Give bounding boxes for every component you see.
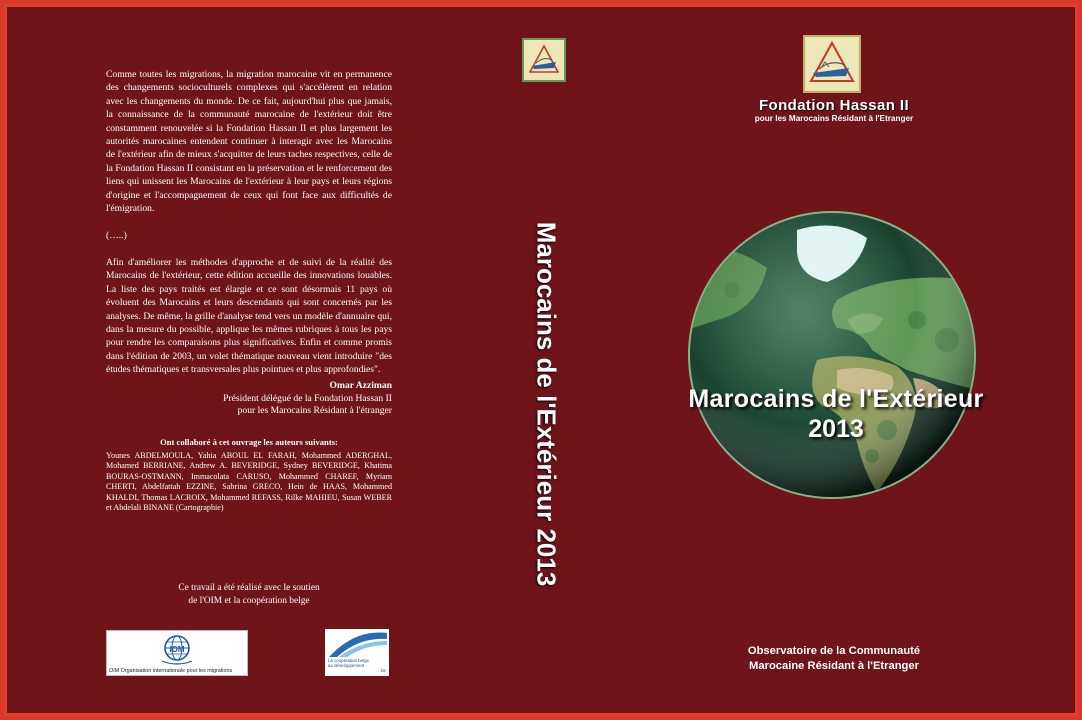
belgian-cooperation-logo-icon [325, 629, 389, 676]
observatory-name [704, 644, 964, 674]
belgian-caption-line2: au développement [328, 663, 365, 668]
spine-title: Marocains de l'Extérieur 2013 [531, 221, 562, 587]
belgian-caption-line3: .be [379, 668, 386, 673]
signatory-role-line1: Président délégué de la Fondation Hassan II [223, 392, 392, 404]
spine-foundation-emblem-icon [522, 38, 566, 82]
oim-logo-icon [106, 630, 248, 676]
foundation-emblem-icon [803, 35, 861, 93]
signatory-name: Omar Azziman [329, 380, 392, 391]
oim-caption: OIM Organisation internationale pour les migrations [109, 668, 233, 674]
main-title-year: 2013 [808, 415, 864, 443]
main-title-line1: Marocains de l'Extérieur [688, 385, 984, 413]
intro-paragraph: Comme toutes les migrations, la migration marocaine vit en permanence des changements socioculturels complexes qui s'accélèrent en relation avec les changements du monde. De ce fait, aujourd'hui plus que jamais, la connaissance de la communauté marocaine de l'extérieur doit être constamment renouvelée si la Fondation Hassan II et plus largement les autorités marocaines entendent continuer à interagir avec les Marocains de l'extérieur afin de mieux s'acquitter de leurs taches respectives, celle de la Fondation Hassan II consistant en la préservation et le renforcement des liens qui unissent les Marocains de l'extérieur à leur pays et leurs régions d'origine et l'accompagnement de ceux qui font face aux difficultés de l'émigration. [106, 69, 392, 215]
main-title [644, 384, 1028, 444]
observatory-line2: Marocaine Résidant à l'Etranger [749, 660, 919, 672]
observatory-line1: Observatoire de la Communauté [747, 645, 921, 657]
book-cover [4, 4, 1078, 716]
second-paragraph: Afin d'améliorer les méthodes d'approche et de suivi de la réalité des Marocains de l'extérieur, cette édition accueille des innovations louables. La liste des pays traités est élargie et ce sont désormais 11 pays où évoluent des Marocains et leurs descendants qui sont concernés par les analyses. De même, la grille d'analyse tend vers un modèle d'annuaire qui, dans la mesure du possible, applique les mêmes rubriques à tous les pays pour rendre les comparaisons plus significatives. Enfin et comme promis dans l'édition de 2003, un volet thématique nouveau vient introduire "des études thématiques et transversales plus pointues et plus approfondies". [106, 257, 392, 376]
contributors-list: Younes ABDELMOULA, Yahia ABOUL EL FARAH, Mohammed ADERGHAL, Mohamed BERRIANE, Andrew A. BEVERIDGE, Sydney BEVERIDGE, Khatima BOURAS-OSTMANN, Immacolata CARUSO, Mohammed CHAREF, Myriam CHERTI, Abdelfattah EZZINE, Sabrina GRECO, Hein de HAAS, Mohammed KHALDI, Thomas LACROIX, Mohammed REFASS, Rilke MAHIEU, Susan WEBER et Abdelali BINANE (Cartographie) [106, 451, 392, 513]
foundation-subtitle: pour les Marocains Résidant à l'Etranger [754, 114, 914, 123]
signature [154, 380, 392, 418]
signatory-role-line2: pour les Marocains Résidant à l'étranger [237, 405, 392, 417]
globe-icon [687, 210, 977, 505]
belgian-caption [328, 658, 386, 673]
contributors-title: Ont collaboré à cet ouvrage les auteurs suivants: [160, 437, 338, 447]
ellipsis: (…..) [106, 230, 127, 241]
back-cover [4, 4, 474, 716]
support-notice [154, 582, 344, 608]
svg-text:IOM: IOM [169, 645, 185, 654]
support-line1: Ce travail a été réalisé avec le soutien [178, 583, 320, 593]
belgian-caption-line1: La coopération belge [328, 658, 370, 663]
support-line2: de l'OIM et la coopération belge [188, 596, 310, 606]
foundation-name: Fondation Hassan II [758, 97, 910, 114]
